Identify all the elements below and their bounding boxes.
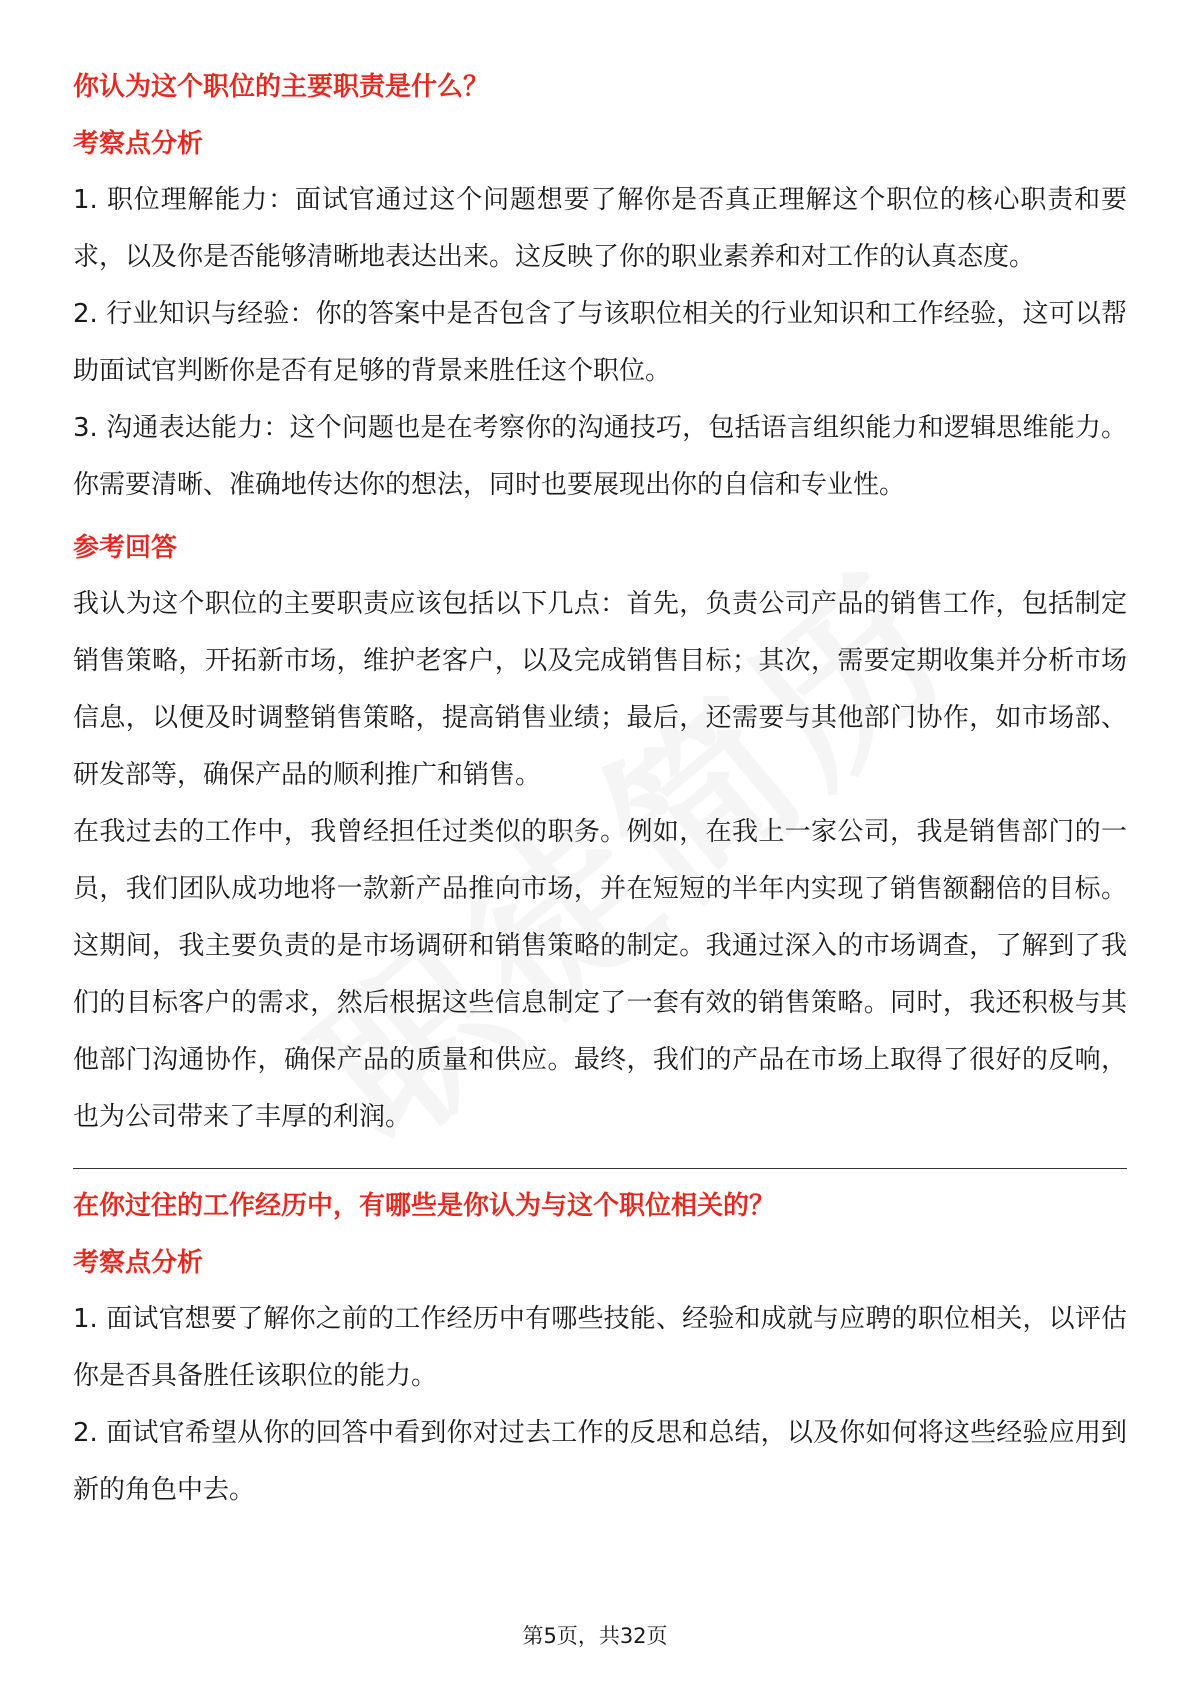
analysis-point: 1. 职位理解能力：面试官通过这个问题想要了解你是否真正理解这个职位的核心职责和要求，以及你是否能够清晰地表达出来。这反映了你的职业素养和对工作的认真态度。 — [73, 185, 1127, 272]
answer-heading: 参考回答 — [73, 533, 178, 563]
analysis-point: 1. 面试官想要了解你之前的工作经历中有哪些技能、经验和成就与应聘的职位相关，以评估你是否具备胜任该职位的能力。 — [73, 1304, 1127, 1391]
analysis-point: 2. 面试官希望从你的回答中看到你对过去工作的反思和总结，以及你如何将这些经验应用到新的角色中去。 — [73, 1418, 1127, 1505]
answer-paragraph: 我认为这个职位的主要职责应该包括以下几点：首先，负责公司产品的销售工作，包括制定销售策略，开拓新市场，维护老客户，以及完成销售目标；其次，需要定期收集并分析市场信息，以便及时调整销售策略，提高销售业绩；最后，还需要与其他部门协作，如市场部、研发部等，确保产品的顺利推广和销售。 — [73, 589, 1127, 790]
analysis-heading: 考察点分析 — [73, 129, 204, 159]
answer-paragraph: 在我过去的工作中，我曾经担任过类似的职务。例如，在我上一家公司，我是销售部门的一员，我们团队成功地将一款新产品推向市场，并在短短的半年内实现了销售额翻倍的目标。这期间，我主要负责的是市场调研和销售策略的制定。我通过深入的市场调查，了解到了我们的目标客户的需求，然后根据这些信息制定了一套有效的销售策略。同时，我还积极与其他部门沟通协作，确保产品的质量和供应。最终，我们的产品在市场上取得了很好的反响，也为公司带来了丰厚的利润。 — [73, 817, 1127, 1132]
analysis-heading: 考察点分析 — [73, 1248, 204, 1278]
question-heading: 你认为这个职位的主要职责是什么？ — [73, 72, 490, 102]
analysis-point: 3. 沟通表达能力：这个问题也是在考察你的沟通技巧，包括语言组织能力和逻辑思维能力。你需要清晰、准确地传达你的想法，同时也要展现出你的自信和专业性。 — [73, 413, 1127, 500]
page-number: 第5页，共32页 — [522, 1624, 668, 1648]
analysis-point: 2. 行业知识与经验：你的答案中是否包含了与该职位相关的行业知识和工作经验，这可以帮助面试官判断你是否有足够的背景来胜任这个职位。 — [73, 299, 1127, 386]
section-divider — [73, 1168, 1127, 1169]
document-page — [73, 58, 1127, 1519]
question-heading: 在你过往的工作经历中，有哪些是你认为与这个职位相关的？ — [73, 1191, 776, 1221]
